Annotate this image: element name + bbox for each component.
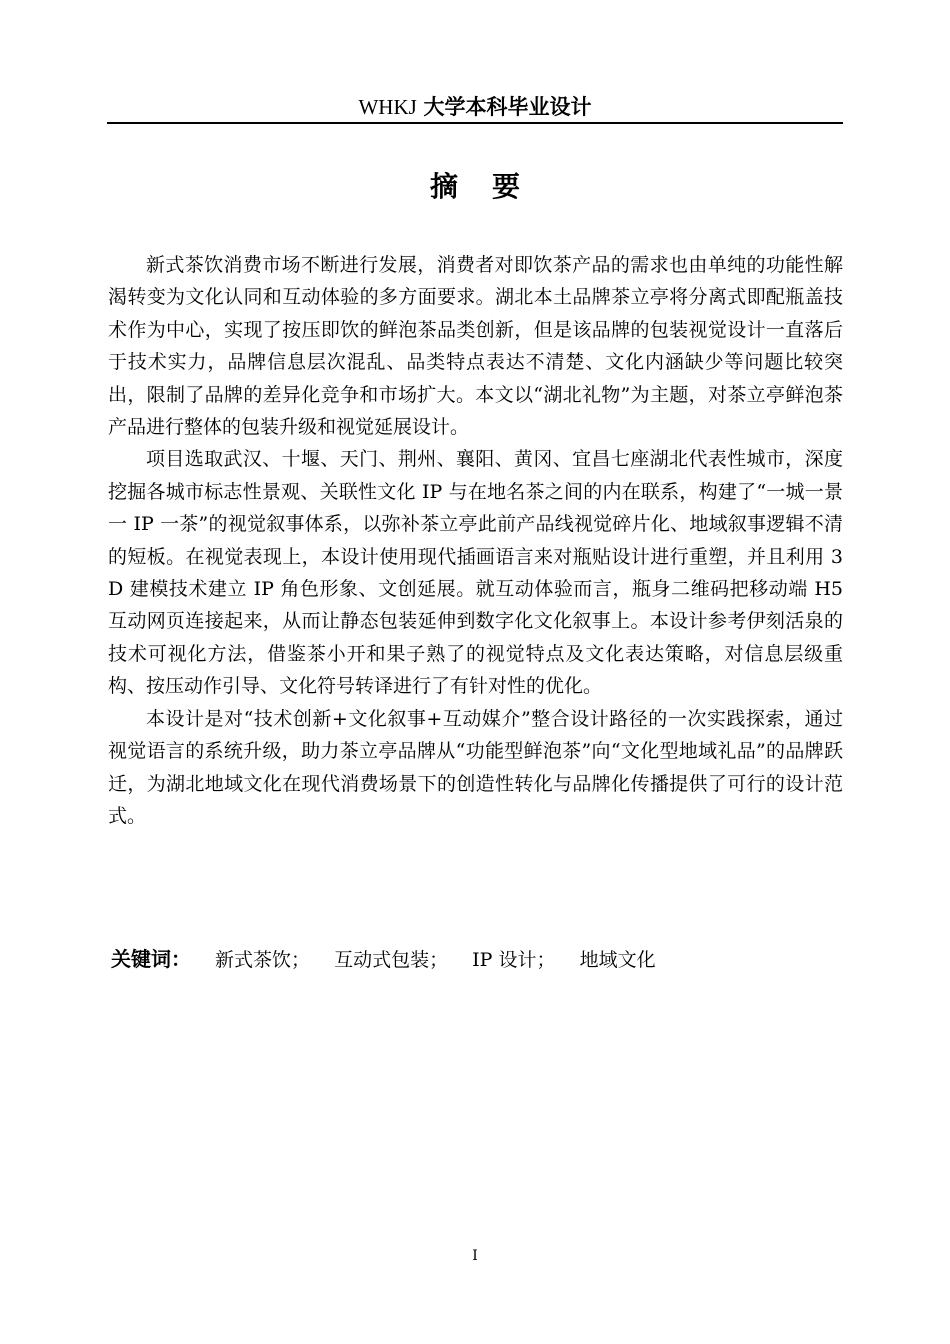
abstract-title: 摘要 <box>429 170 554 203</box>
header-divider <box>107 122 843 124</box>
abstract-paragraph-3: 本设计是对“技术创新+文化叙事+互动媒介”整合设计路径的一次实践探索，通过视觉语言的系统升级，助力茶立亭品牌从“功能型鲜泡茶”向“文化型地域礼品”的品牌跃迁，为湖北地域文化在现代消费场景下的创造性转化与品牌化传播提供了可行的设计范式。 <box>108 707 843 827</box>
keyword-item: 地域文化 <box>579 949 656 971</box>
keyword-item: 互动式包装； <box>334 949 449 971</box>
abstract-paragraph-1: 新式茶饮消费市场不断进行发展，消费者对即饮茶产品的需求也由单纯的功能性解渴转变为文化认同和互动体验的多方面要求。湖北本土品牌茶立亭将分离式即配瓶盖技术作为中心，实现了按压即饮的鲜泡茶品类创新，但是该品牌的包装视觉设计一直落后于技术实力，品牌信息层次混乱、品类特点表达不清楚、文化内涵缺少等问题比较突出，限制了品牌的差异化竞争和市场扩大。本文以“湖北礼物”为主题，对茶立亭鲜泡茶产品进行整体的包装升级和视觉延展设计。 <box>108 254 843 439</box>
page-header <box>0 92 950 122</box>
abstract-body <box>108 249 843 832</box>
abstract-paragraph-2: 项目选取武汉、十堰、天门、荆州、襄阳、黄冈、宜昌七座湖北代表性城市，深度挖掘各城市标志性景观、关联性文化 IP 与在地名茶之间的内在联系，构建了“一城一景一 IP 一茶”的视觉叙事体系，以弥补茶立亭此前产品线视觉碎片化、地域叙事逻辑不清的短板。在视觉表现上，本设计使用现代插画语言来对瓶贴设计进行重塑，并且利用 3D 建模技术建立 IP 角色形象、文创延展。就互动体验而言，瓶身二维码把移动端 H5 互动网页连接起来，从而让静态包装延伸到数字化文化叙事上。本设计参考伊刻活泉的技术可视化方法，借鉴茶小开和果子熟了的视觉特点及文化表达策略，对信息层级重构、按压动作引导、文化符号转译进行了有针对性的优化。 <box>108 448 843 698</box>
keywords-label: 关键词： <box>111 947 191 971</box>
page-number: I <box>472 1248 478 1264</box>
keyword-item: 新式茶饮； <box>215 949 311 971</box>
header-school-suffix: 大学本科毕业设计 <box>423 95 592 119</box>
header-school-code: WHKJ <box>358 95 417 119</box>
keyword-item: IP 设计； <box>472 949 556 971</box>
keywords-line <box>111 944 846 975</box>
